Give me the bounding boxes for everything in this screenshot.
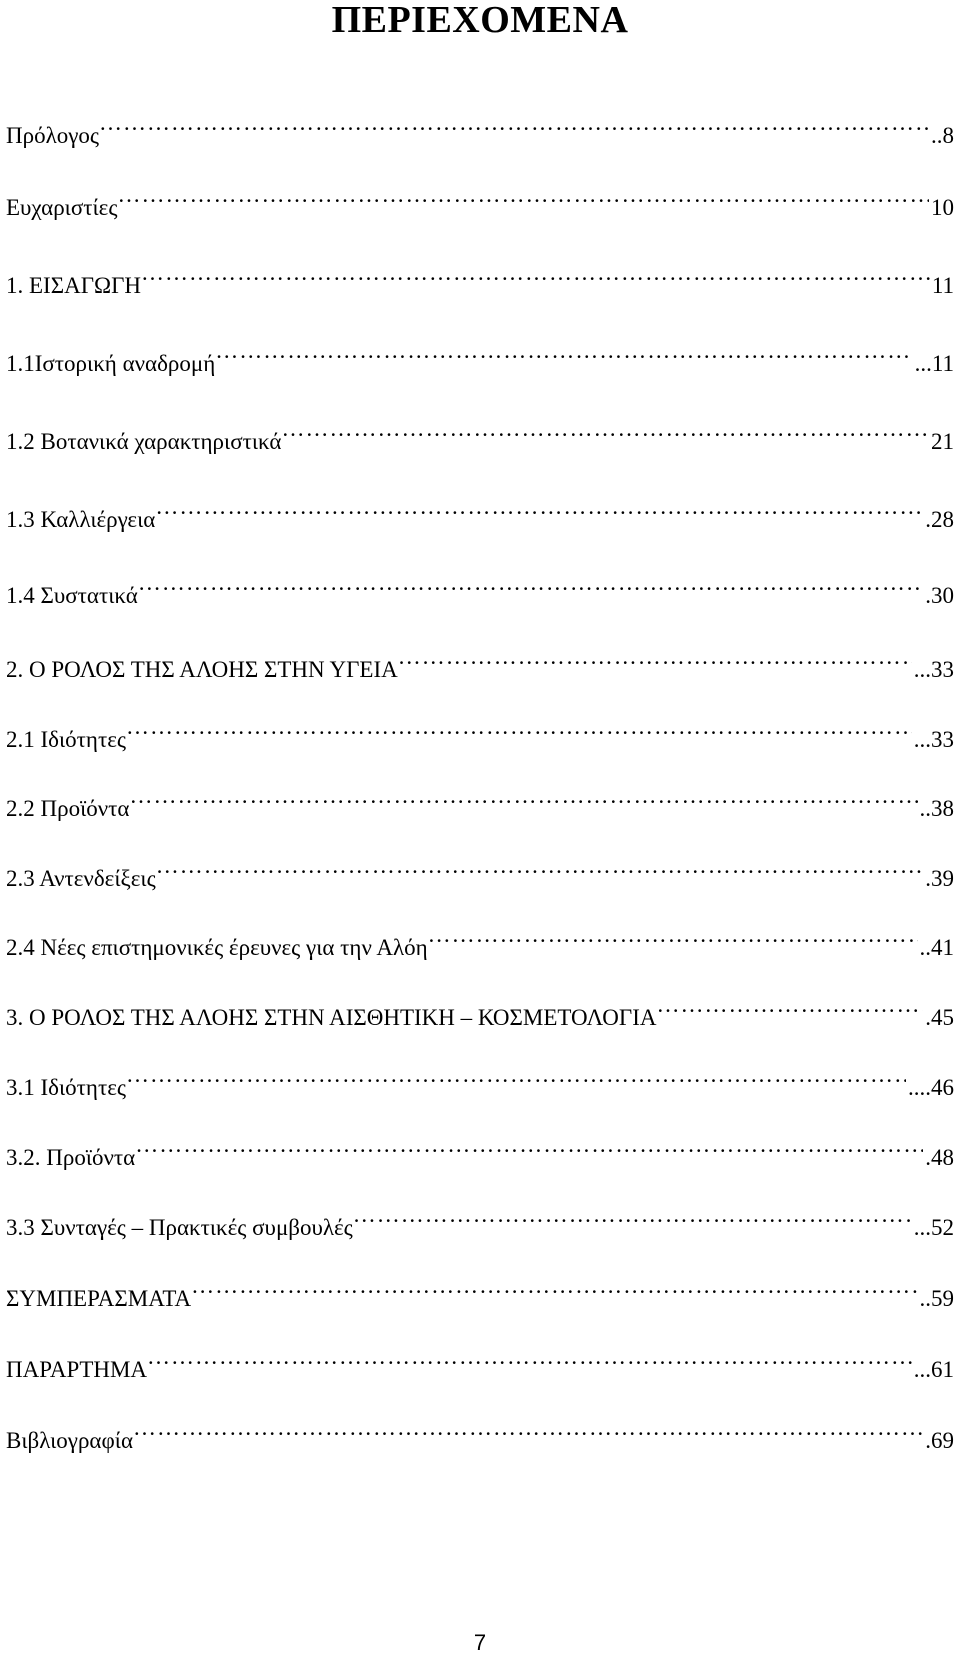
toc-entry-introduction[interactable] [6, 253, 954, 298]
toc-entry-label: 1.2 Βοτανικά χαρακτηριστικά [6, 429, 282, 454]
toc-entry-page: .69 [925, 1428, 954, 1453]
toc-entry-conclusions[interactable] [6, 1266, 954, 1311]
toc-entry-page: ....46 [908, 1075, 954, 1100]
toc-entry-label: 1.4 Συστατικά [6, 583, 138, 608]
toc-entry-label: 3.2. Προϊόντα [6, 1145, 136, 1170]
page-number: 7 [473, 1630, 487, 1655]
toc-entry-acknowledgements[interactable] [6, 175, 954, 220]
toc-entry-label: 1.1Ιστορική αναδρομή [6, 351, 216, 376]
dot-leader [133, 1408, 923, 1448]
dot-leader [138, 563, 923, 603]
dot-leader [126, 1055, 906, 1095]
toc-entry-page: 11 [931, 273, 954, 298]
toc-entry-page: ...61 [913, 1357, 954, 1382]
toc-entry-1-2[interactable] [6, 409, 954, 454]
toc-entry-page: 10 [931, 195, 954, 220]
dot-leader [117, 175, 929, 215]
toc-entry-3-1[interactable] [6, 1055, 954, 1100]
toc-entry-chapter-2[interactable] [6, 637, 954, 682]
dot-leader [129, 776, 917, 816]
toc-entry-label: 2. Ο ΡΟΛΟΣ ΤΗΣ ΑΛΟΗΣ ΣΤΗΝ ΥΓΕΙΑ [6, 657, 398, 682]
dot-leader [428, 915, 918, 955]
toc-entry-page: .39 [925, 866, 954, 891]
toc-entry-page: ...52 [913, 1215, 954, 1240]
toc-entry-page: ...11 [914, 351, 954, 376]
toc-entry-page: ..41 [919, 935, 954, 960]
toc-entry-page: ...33 [913, 727, 954, 752]
dot-leader [281, 409, 929, 449]
dot-leader [215, 331, 912, 371]
toc-entry-label: 2.2 Προϊόντα [6, 796, 130, 821]
toc-entry-label: 1. ΕΙΣΑΓΩΓΗ [6, 273, 142, 298]
toc-entry-bibliography[interactable] [6, 1408, 954, 1453]
toc-entry-label: 3.1 Ιδιότητες [6, 1075, 126, 1100]
toc-entry-prologue[interactable] [6, 103, 954, 148]
toc-entry-1-3[interactable] [6, 487, 954, 532]
toc-entry-label: 2.3 Αντενδείξεις [6, 866, 156, 891]
toc-entry-label: 3. Ο ΡΟΛΟΣ ΤΗΣ ΑΛΟΗΣ ΣΤΗΝ ΑΙΣΘΗΤΙΚΗ – ΚΟΣΜΕΤΟΛΟΓΙΑ [6, 1005, 657, 1030]
toc-entry-page: 21 [931, 429, 954, 454]
toc-entry-page: ..59 [919, 1286, 954, 1311]
toc-entry-page: .30 [925, 583, 954, 608]
dot-leader [99, 103, 929, 143]
toc-entry-1-4[interactable] [6, 563, 954, 608]
toc-entry-label: 1.3 Καλλιέργεια [6, 507, 156, 532]
toc-entry-label: Πρόλογος [6, 123, 100, 148]
toc-entry-page: ..38 [919, 796, 954, 821]
toc-entry-page: .28 [925, 507, 954, 532]
toc-entry-page: .45 [925, 1005, 954, 1030]
toc-entry-appendix[interactable] [6, 1337, 954, 1382]
toc-entry-2-1[interactable] [6, 707, 954, 752]
toc-entry-2-3[interactable] [6, 846, 954, 891]
dot-leader [126, 707, 912, 747]
dot-leader [156, 846, 924, 886]
toc-entry-label: ΣΥΜΠΕΡΑΣΜΑΤΑ [6, 1286, 192, 1311]
toc-entry-1-1[interactable] [6, 331, 954, 376]
page-title: ΠΕΡΙΕΧΟΜΕΝΑ [331, 0, 629, 41]
toc-entry-page: ...33 [913, 657, 954, 682]
toc-entry-label: 2.1 Ιδιότητες [6, 727, 126, 752]
dot-leader [147, 1337, 912, 1377]
dot-leader [155, 487, 923, 527]
toc-entry-label: Ευχαριστίες [6, 195, 118, 220]
toc-entry-label: 3.3 Συνταγές – Πρακτικές συμβουλές [6, 1215, 353, 1240]
toc-entry-page: ..8 [931, 123, 954, 148]
toc-entry-label: ΠΑΡΑΡΤΗΜΑ [6, 1357, 148, 1382]
toc-entry-page: .48 [925, 1145, 954, 1170]
dot-leader [135, 1125, 923, 1165]
toc-entry-2-4[interactable] [6, 915, 954, 960]
toc-entry-label: Βιβλιογραφία [6, 1428, 133, 1453]
dot-leader [353, 1195, 912, 1235]
dot-leader [141, 253, 930, 293]
dot-leader [398, 637, 912, 677]
dot-leader [656, 985, 923, 1025]
toc-entry-label: 2.4 Νέες επιστημονικές έρευνες για την Αλόη [6, 935, 428, 960]
toc-entry-3-2[interactable] [6, 1125, 954, 1170]
toc-entry-3-3[interactable] [6, 1195, 954, 1240]
toc-entry-chapter-3[interactable] [6, 985, 954, 1030]
toc-entry-2-2[interactable] [6, 776, 954, 821]
dot-leader [191, 1266, 917, 1306]
